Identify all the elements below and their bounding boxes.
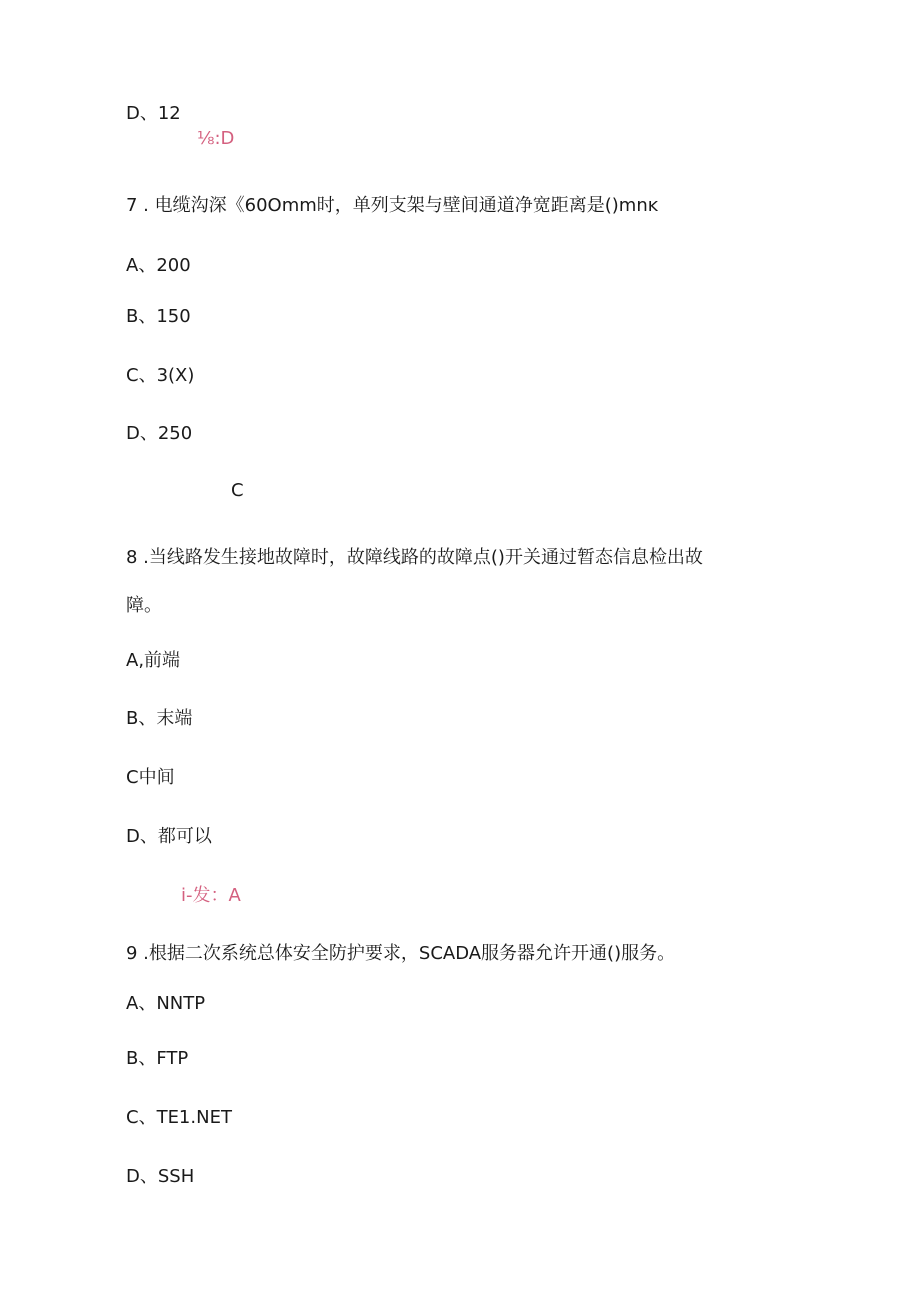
q7-option-d: D、250: [126, 423, 193, 444]
q8-answer: i-发：A: [181, 885, 241, 906]
q7-answer: C: [231, 480, 244, 501]
q6-option-d: D、12: [126, 103, 181, 124]
q8-option-a: A,前端: [126, 650, 181, 671]
q8-option-b: B、末端: [126, 708, 193, 729]
q8-question-line2: 障。: [126, 595, 162, 616]
q7-option-b: B、150: [126, 306, 191, 327]
q6-answer: ⅛:D: [197, 128, 235, 149]
q9-option-a: A、NNTP: [126, 993, 206, 1014]
q9-option-b: B、FTP: [126, 1048, 189, 1069]
q7-option-c: C、3(X): [126, 365, 195, 386]
q9-option-c: C、TE1.NET: [126, 1107, 232, 1128]
q7-question: 7 . 电缆沟深《60Omm时，单列支架与壁间通道净宽距离是()mnĸ: [126, 195, 659, 216]
q8-option-c: C中间: [126, 767, 175, 788]
q9-question: 9 .根据二次系统总体安全防护要求，SCADA服务器允许开通()服务。: [126, 943, 676, 964]
q7-option-a: A、200: [126, 255, 191, 276]
q8-question-line1: 8 .当线路发生接地故障时，故障线路的故障点()开关通过暂态信息检出故: [126, 547, 703, 568]
q9-option-d: D、SSH: [126, 1166, 195, 1187]
q8-option-d: D、都可以: [126, 826, 212, 847]
